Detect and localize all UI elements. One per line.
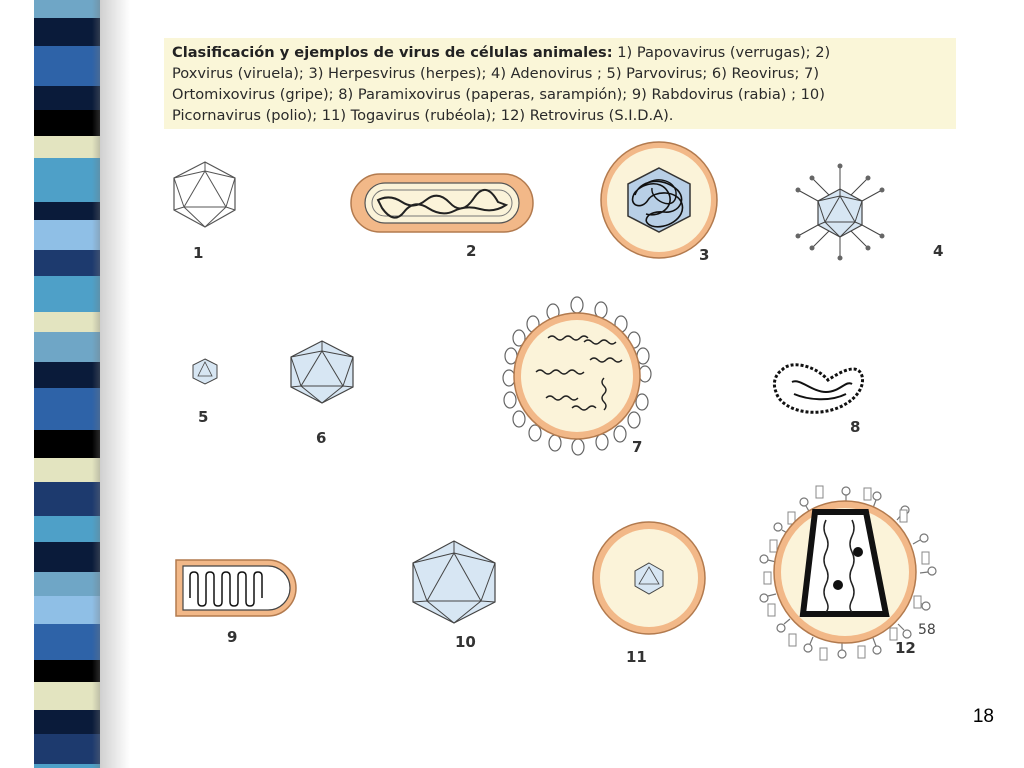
virus-7-ortomixovirus <box>503 297 651 455</box>
virus-2-poxvirus <box>351 174 533 232</box>
stripe-shadow <box>0 0 130 768</box>
virus-label-1: 1 <box>193 244 204 262</box>
virus-label-10: 10 <box>455 633 476 651</box>
virus-8-paramixovirus <box>774 365 862 413</box>
classification-caption <box>164 38 956 129</box>
virus-label-11: 11 <box>626 648 647 666</box>
virus-label-7: 7 <box>632 438 643 456</box>
virus-10-picornavirus <box>413 541 495 623</box>
virus-5-parvovirus <box>193 359 217 384</box>
virus-4-adenovirus <box>796 164 885 261</box>
virus-label-3: 3 <box>699 246 710 264</box>
caption-heading: Clasificación y ejemplos de virus de células animales: <box>172 44 613 61</box>
caption-line-3: Ortomixovirus (gripe); 8) Paramixovirus (paperas, sarampión); 9) Rabdovirus (rabia) ; 10) <box>172 86 825 103</box>
virus-figure <box>130 130 1010 710</box>
virus-label-6: 6 <box>316 429 327 447</box>
virus-label-2: 2 <box>466 242 477 260</box>
virus-label-5: 5 <box>198 408 209 426</box>
caption-line-1-text: 1) Papovavirus (verrugas); 2) <box>617 44 831 61</box>
virus-label-12: 12 <box>895 639 916 657</box>
decorative-stripe <box>0 0 130 768</box>
virus-label-8: 8 <box>850 418 861 436</box>
caption-line-2: Poxvirus (viruela); 3) Herpesvirus (herpes); 4) Adenovirus ; 5) Parvovirus; 6) Reovirus; 7) <box>172 65 820 82</box>
virus-3-herpesvirus <box>601 142 717 258</box>
virus-1-papovavirus <box>174 162 235 227</box>
virus-9-rabdovirus <box>176 560 296 616</box>
virus-label-9: 9 <box>227 628 238 646</box>
virus-label-4: 4 <box>933 242 944 260</box>
caption-line-4: Picornavirus (polio); 11) Togavirus (rubéola); 12) Retrovirus (S.I.D.A). <box>172 107 674 124</box>
virus-6-reovirus <box>291 341 353 403</box>
caption-line-1 <box>172 42 956 63</box>
page-number: 18 <box>972 706 994 727</box>
virus-11-togavirus <box>593 522 705 634</box>
virus-12-retrovirus <box>760 486 936 660</box>
figure-note: 58 <box>918 622 936 638</box>
